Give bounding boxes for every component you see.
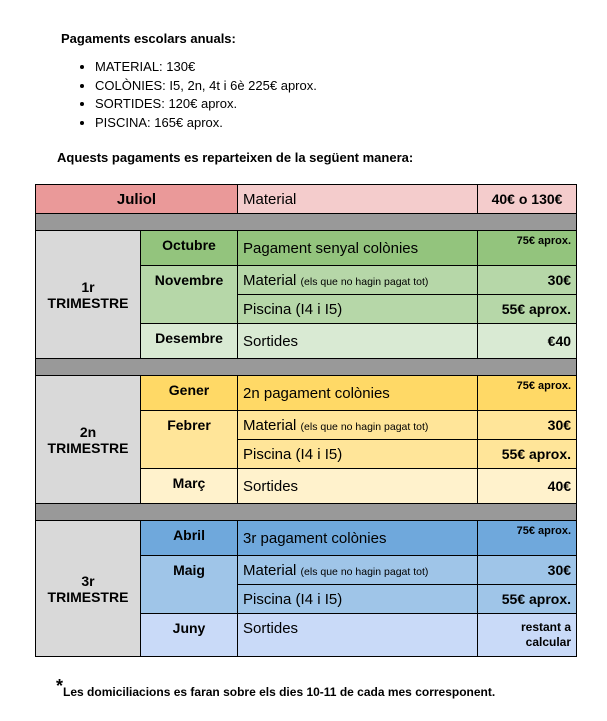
list-item: • COLÒNIES: I5, 2n, 4t i 6è 225€ aprox. bbox=[95, 77, 317, 96]
amount: restant a calcular bbox=[478, 614, 577, 657]
payments-table bbox=[35, 184, 577, 657]
trimestre-3: 3r TRIMESTRE bbox=[36, 521, 141, 657]
trimestre-1: 1r TRIMESTRE bbox=[36, 231, 141, 359]
concept: Sortides bbox=[238, 469, 478, 504]
payments-list bbox=[60, 58, 317, 132]
amount: 55€ aprox. bbox=[478, 585, 577, 614]
month: Novembre bbox=[141, 266, 238, 324]
concept: Material (els que no hagin pagat tot) bbox=[238, 411, 478, 440]
title: Pagaments escolars anuals: bbox=[61, 31, 236, 46]
amount: 30€ bbox=[478, 411, 577, 440]
concept: Pagament senyal colònies bbox=[238, 231, 478, 266]
month: Juny bbox=[141, 614, 238, 657]
footnote: *Les domiciliacions es faran sobre els dies 10-11 de cada mes corresponent. bbox=[56, 676, 496, 699]
list-item: • MATERIAL: 130€ bbox=[95, 58, 317, 77]
table-row bbox=[36, 185, 577, 214]
month: Gener bbox=[141, 376, 238, 411]
amount: 30€ bbox=[478, 266, 577, 295]
month: Febrer bbox=[141, 411, 238, 469]
separator bbox=[36, 359, 577, 376]
concept: Material (els que no hagin pagat tot) bbox=[238, 556, 478, 585]
concept: Piscina (I4 i I5) bbox=[238, 440, 478, 469]
amount: 75€ aprox. bbox=[478, 231, 577, 266]
subtitle: Aquests pagaments es reparteixen de la següent manera: bbox=[57, 150, 414, 165]
month-juliol: Juliol bbox=[36, 185, 238, 214]
concept: Material (els que no hagin pagat tot) bbox=[238, 266, 478, 295]
list-item: • PISCINA: 165€ aprox. bbox=[95, 114, 317, 133]
table-row bbox=[36, 521, 577, 556]
table-row bbox=[36, 231, 577, 266]
concept: 2n pagament colònies bbox=[238, 376, 478, 411]
list-item: • SORTIDES: 120€ aprox. bbox=[95, 95, 317, 114]
amount: 75€ aprox. bbox=[478, 376, 577, 411]
concept: Sortides bbox=[238, 324, 478, 359]
amount: 55€ aprox. bbox=[478, 440, 577, 469]
month: Desembre bbox=[141, 324, 238, 359]
amount: 75€ aprox. bbox=[478, 521, 577, 556]
month: Octubre bbox=[141, 231, 238, 266]
separator bbox=[36, 504, 577, 521]
month: Març bbox=[141, 469, 238, 504]
month: Maig bbox=[141, 556, 238, 614]
amount: €40 bbox=[478, 324, 577, 359]
amount: 40€ o 130€ bbox=[478, 185, 577, 214]
concept: Piscina (I4 i I5) bbox=[238, 585, 478, 614]
month: Abril bbox=[141, 521, 238, 556]
amount: 30€ bbox=[478, 556, 577, 585]
concept: Piscina (I4 i I5) bbox=[238, 295, 478, 324]
separator bbox=[36, 214, 577, 231]
amount: 40€ bbox=[478, 469, 577, 504]
table-row bbox=[36, 376, 577, 411]
concept: Material bbox=[238, 185, 478, 214]
amount: 55€ aprox. bbox=[478, 295, 577, 324]
concept: Sortides bbox=[238, 614, 478, 657]
concept: 3r pagament colònies bbox=[238, 521, 478, 556]
trimestre-2: 2n TRIMESTRE bbox=[36, 376, 141, 504]
